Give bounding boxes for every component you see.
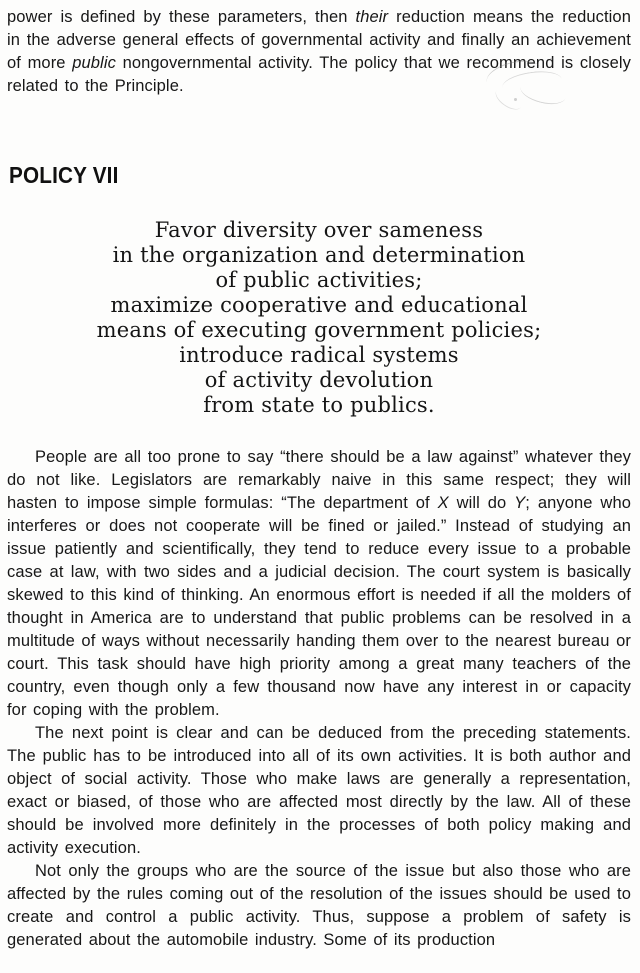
text-run: reduction means the reduction in the adverse general effects of governmental activity and finally an achievement of more	[7, 8, 631, 72]
policy-line: maximize cooperative and educational	[110, 293, 528, 317]
policy-line: introduce radical systems	[179, 343, 459, 367]
policy-line: of public activities;	[215, 268, 423, 292]
text-run: People are all too prone to say “there should be a law against” whatever they do not like. Legislators are remarkably naive in this same respect; they will hasten to impose simple formulas: “The department of	[7, 448, 631, 512]
policy-line: of activity devolution	[204, 368, 434, 392]
text-run: ; anyone who interferes or does not cooperate will be fined or jailed.” Instead of studying an issue patiently and scientifically, they tend to reduce every issue to a probable case at law, with two sides and a judicial decision. The court system is basically skewed to this kind of thinking. An enormous effort is needed if all the molders of thought in America are to understand that public problems can be resolved in a multitude of ways without necessarily handing them over to the nearest bureau or court. This task should have high priority among a great many teachers of the country, even though only a few thousand now have any interest in or capacity for coping with the problem.	[7, 494, 631, 719]
text-run: nongovernmental activity. The policy that we recommend is closely related to the Principle.	[7, 54, 632, 95]
italic-text-run: public	[72, 54, 116, 72]
italic-text-run: X	[437, 494, 449, 512]
policy-line: from state to publics.	[203, 393, 435, 417]
text-run: power is defined by these parameters, then	[7, 8, 356, 26]
text-run: Not only the groups who are the source of the issue but also those who are affected by the rules coming out of the resolution of the issues should be used to create and control a public activity. Thus, suppose a problem of safety is generated about the automobile industry. Some of its production	[7, 862, 631, 949]
italic-text-run: Y	[514, 494, 526, 512]
body-paragraph	[7, 446, 631, 722]
policy-line: Favor diversity over sameness	[154, 218, 484, 242]
section-heading: POLICY VII	[9, 162, 119, 188]
body-paragraph	[7, 860, 631, 952]
policy-line: in the organization and determination	[112, 243, 526, 267]
text-run: will do	[448, 494, 515, 512]
text-run: The next point is clear and can be deduced from the preceding statements. The public has to be introduced into all of its own activities. It is both author and object of social activity. Those who make laws are generally a representation, exact or biased, of those who are affected most directly by the law. All of these should be involved more definitely in the processes of both policy making and activity execution.	[7, 724, 631, 857]
intro-paragraph	[7, 6, 631, 98]
policy-line: means of executing government policies;	[96, 318, 542, 342]
policy-statement-block	[7, 218, 631, 418]
body-paragraph	[7, 722, 631, 860]
italic-text-run: their	[355, 8, 389, 26]
